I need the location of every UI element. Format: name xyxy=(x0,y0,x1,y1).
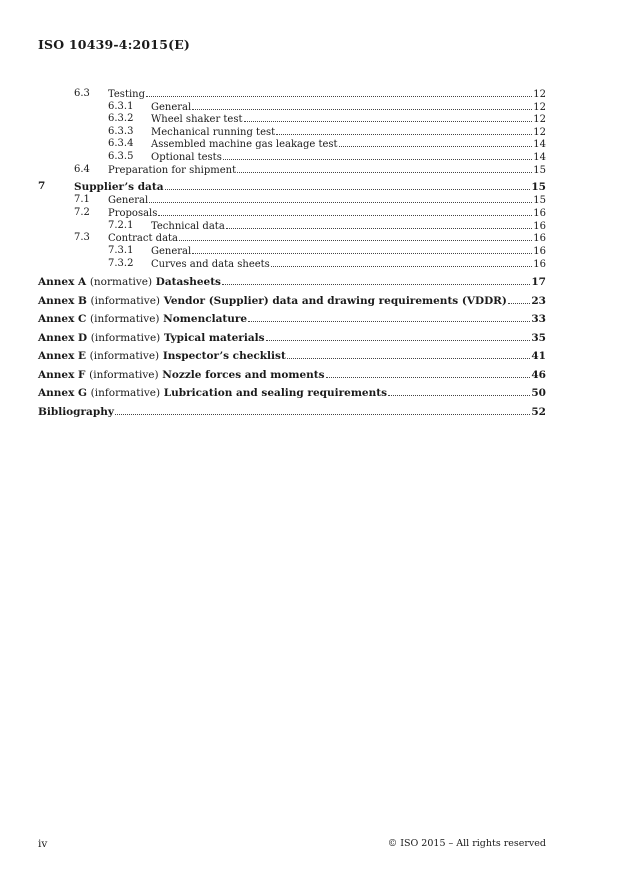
leader-dots xyxy=(508,294,530,304)
toc-annex-e[interactable] xyxy=(0,349,620,362)
annex-title: Typical materials xyxy=(163,331,265,344)
toc-entry-page: 33 xyxy=(531,313,546,325)
toc-entry-number: 6.3.4 xyxy=(108,138,134,149)
annex-title: Vendor (Supplier) data and drawing requirements (VDDR) xyxy=(163,294,507,307)
toc-entry-page: 14 xyxy=(533,151,546,163)
leader-dots xyxy=(192,100,532,110)
toc-entry-page: 14 xyxy=(533,139,546,150)
leader-dots xyxy=(223,150,532,160)
leader-dots xyxy=(287,349,531,359)
toc-entry-number: 7.3.2 xyxy=(108,258,134,269)
toc-entry-page: 46 xyxy=(531,368,546,381)
annex-type: (informative) xyxy=(89,368,159,381)
toc-entry-number: 7.3 xyxy=(74,232,90,243)
leader-dots xyxy=(192,244,532,254)
toc-entry-page: 15 xyxy=(531,181,546,193)
toc-entry[interactable] xyxy=(0,231,620,244)
leader-dots xyxy=(149,193,532,203)
toc-entry-number: 7.1 xyxy=(74,194,90,205)
toc-entry-title: Bibliography xyxy=(38,405,114,418)
toc-entry-number: 6.3.3 xyxy=(108,125,134,137)
annex-key: Annex A xyxy=(38,276,87,288)
toc-entry-page: 15 xyxy=(533,164,546,176)
annex-type: (informative) xyxy=(90,313,160,325)
annex-key: Annex E xyxy=(38,350,87,362)
toc-entry-page: 23 xyxy=(531,294,546,307)
toc-entry[interactable] xyxy=(0,193,620,206)
leader-dots xyxy=(388,386,530,396)
annex-title: Nozzle forces and moments xyxy=(162,368,325,381)
leader-dots xyxy=(115,405,530,415)
annex-key: Annex F xyxy=(38,368,86,381)
toc-entry-title: Curves and data sheets xyxy=(151,259,270,270)
toc-entry-page: 52 xyxy=(531,405,546,418)
annex-key: Annex D xyxy=(38,331,88,344)
leader-dots xyxy=(271,257,532,267)
toc-entry-title: General xyxy=(108,195,149,206)
toc-entry-page: 41 xyxy=(531,350,546,362)
toc-entry-title: Testing xyxy=(108,89,146,100)
toc-entry-page: 16 xyxy=(533,220,546,232)
toc-entry-page: 16 xyxy=(533,233,546,244)
toc-annex-c[interactable] xyxy=(0,312,620,325)
toc-entry[interactable] xyxy=(0,87,620,100)
leader-dots xyxy=(339,137,533,147)
leader-dots xyxy=(226,219,532,229)
toc-entry-title: Technical data xyxy=(151,220,225,232)
toc-entry[interactable] xyxy=(0,112,620,125)
toc-entry[interactable] xyxy=(0,163,620,176)
toc-entry[interactable] xyxy=(0,257,620,270)
leader-dots xyxy=(276,125,532,135)
toc-entry-page: 50 xyxy=(531,387,546,399)
toc-entry-number: 6.3.5 xyxy=(108,150,134,162)
leader-dots xyxy=(165,180,531,190)
annex-type: (informative) xyxy=(90,294,161,307)
annex-type: (informative) xyxy=(90,331,161,344)
toc-entry-number: 6.3.1 xyxy=(108,100,134,112)
toc-annex-d[interactable] xyxy=(0,331,620,344)
toc-entry-number: 6.4 xyxy=(74,163,90,175)
toc-entry-page: 12 xyxy=(533,89,546,100)
toc-entry-title: Optional tests xyxy=(151,151,222,163)
toc-entry-number: 7.3.1 xyxy=(108,244,134,256)
toc-entry-page: 15 xyxy=(533,195,546,206)
annex-key: Annex C xyxy=(38,313,87,325)
toc-entry-title: Supplier’s data xyxy=(74,181,164,193)
document-id-header: ISO 10439-4:2015(E) xyxy=(38,37,191,52)
toc-entry[interactable] xyxy=(0,219,620,232)
page-number: iv xyxy=(38,838,48,850)
toc-entry-title: General xyxy=(151,101,192,113)
annex-key: Annex B xyxy=(38,294,87,307)
leader-dots xyxy=(146,87,532,97)
toc-entry[interactable] xyxy=(0,150,620,163)
toc-entry-title: General xyxy=(151,245,192,257)
toc-entry-page: 12 xyxy=(533,126,546,138)
toc-entry[interactable] xyxy=(0,100,620,113)
toc-entry-title: Proposals xyxy=(108,208,158,219)
leader-dots xyxy=(179,231,532,241)
leader-dots xyxy=(266,331,531,341)
toc-entry-page: 16 xyxy=(533,259,546,270)
toc-entry[interactable] xyxy=(0,137,620,150)
annex-type: (normative) xyxy=(89,276,153,288)
toc-entry[interactable] xyxy=(0,206,620,219)
toc-entry-title: Assembled machine gas leakage test xyxy=(151,139,338,150)
annex-title: Inspector’s checklist xyxy=(162,350,286,362)
toc-annex-a[interactable] xyxy=(0,275,620,288)
toc-entry-page: 16 xyxy=(533,245,546,257)
leader-dots xyxy=(222,275,530,285)
toc-annex-b[interactable] xyxy=(0,294,620,307)
toc-entry-number: 6.3.2 xyxy=(108,113,134,124)
toc-entry-clause[interactable] xyxy=(0,180,620,193)
annex-type: (informative) xyxy=(89,350,160,362)
toc-bibliography[interactable] xyxy=(0,405,620,418)
toc-entry-title: Wheel shaker test xyxy=(151,114,243,125)
annex-type: (informative) xyxy=(90,387,161,399)
toc-entry-number: 7.2 xyxy=(74,207,90,218)
toc-entry-number: 6.3 xyxy=(74,88,90,99)
toc-annex-g[interactable] xyxy=(0,386,620,399)
toc-entry-number: 7.2.1 xyxy=(108,219,134,231)
leader-dots xyxy=(326,368,531,378)
toc-entry-page: 17 xyxy=(531,276,546,288)
annex-title: Datasheets xyxy=(155,276,221,288)
annex-title: Nomenclature xyxy=(163,313,248,325)
toc-entry-title: Mechanical running test xyxy=(151,126,276,138)
toc-entry-page: 16 xyxy=(533,208,546,219)
toc-entry-title: Contract data xyxy=(108,233,179,244)
copyright-notice: © ISO 2015 – All rights reserved xyxy=(387,838,546,849)
leader-dots xyxy=(237,163,532,173)
toc-entry[interactable] xyxy=(0,244,620,257)
leader-dots xyxy=(158,206,532,216)
toc-entry-page: 35 xyxy=(531,331,546,344)
annex-key: Annex G xyxy=(38,387,87,399)
toc-entry[interactable] xyxy=(0,125,620,138)
toc-entry-page: 12 xyxy=(533,114,546,125)
toc-entry-number: 7 xyxy=(38,180,46,192)
toc-entry-page: 12 xyxy=(533,101,546,113)
leader-dots xyxy=(248,312,530,322)
toc-entry-title: Preparation for shipment xyxy=(108,164,237,176)
leader-dots xyxy=(244,112,533,122)
toc-annex-f[interactable] xyxy=(0,368,620,381)
annex-title: Lubrication and sealing requirements xyxy=(163,387,388,399)
